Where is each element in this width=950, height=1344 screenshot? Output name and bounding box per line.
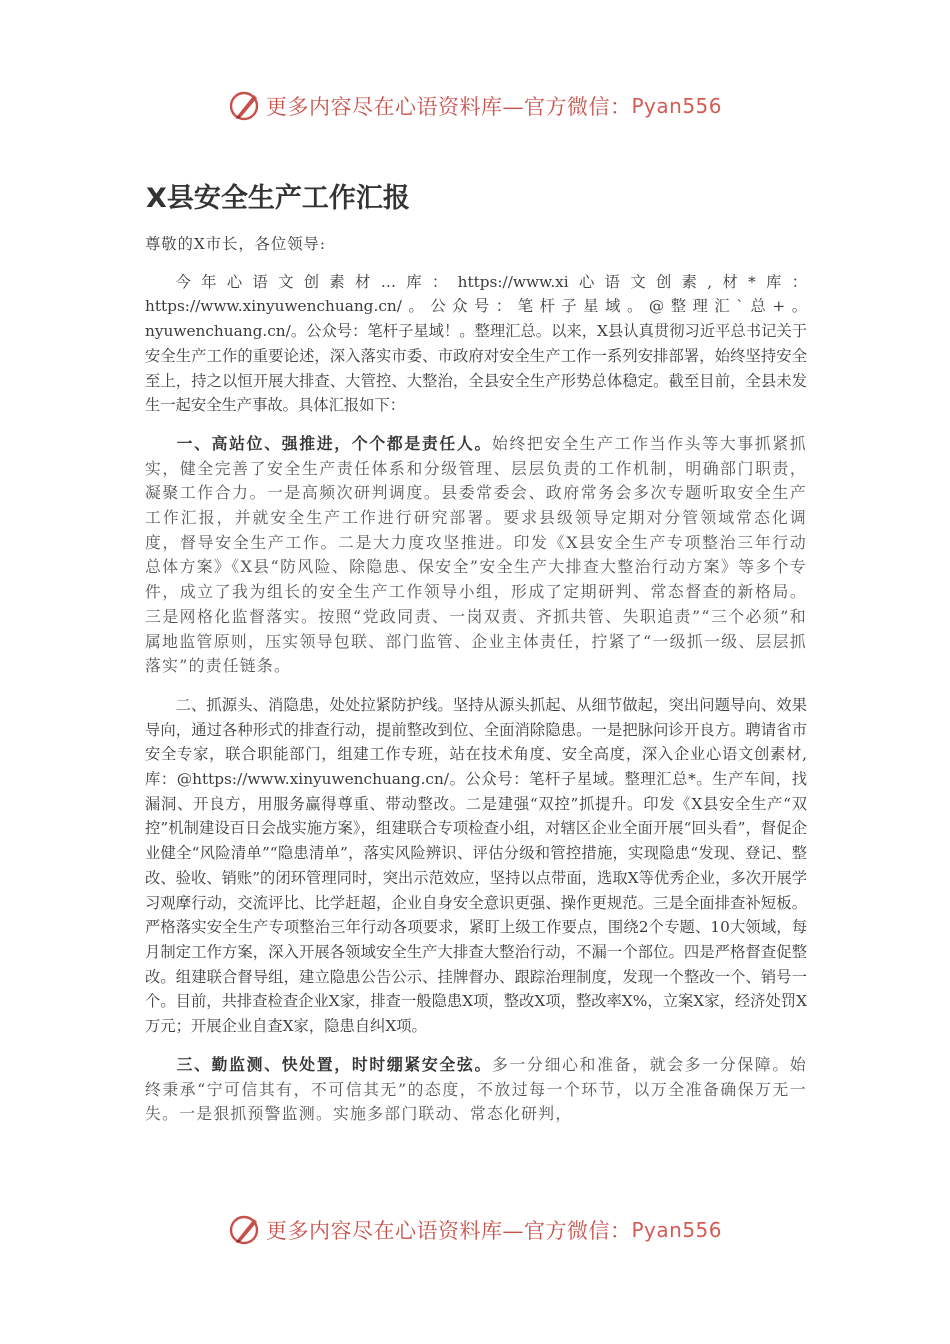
paragraph-text: 多一分细心和准备，就会多一分保障。始终秉承“宁可信其有，不可信其无”的态度，不放过每一个环节，以万全准备确保万无一失。一是狠抓预警监测。实施多部门联动、常态化研判， (145, 1054, 807, 1124)
paragraph-section-2 (145, 693, 807, 1039)
watermark-banner-top (228, 86, 722, 126)
paragraph-text: 今年心语文创素材…库：https://www.xi心语文创素,材*库：https://www.xinyuwenchuang.cn/。公众号：笔杆子星域。@整理汇`总+。nyuwenchuang.cn/。公众号：笔杆子星域！。整理汇总。以来，X县认真贯彻习近平总书记关于安全生产工作的重要论述，深入落实市委、市政府对安全生产工作一系列安排部署，始终坚持安全至上，持之以恒开展大排查、大管控、大整治，全县安全生产形势总体稳定。截至目前，全县未发生一起安全生产事故。具体汇报如下： (145, 272, 807, 415)
watermark-banner-bottom (228, 1210, 722, 1250)
document-title: X县安全生产工作汇报 (146, 183, 410, 214)
watermark-wechat: Pyan556 (631, 94, 723, 118)
watermark-text: 更多内容尽在心语资料库—官方微信： (266, 1219, 632, 1243)
section-heading: 三、勤监测、快处置，时时绷紧安全弦。 (176, 1054, 493, 1074)
paragraph-text: 始终把安全生产工作当作头等大事抓紧抓实，健全完善了安全生产责任体系和分级管理、层层负责的工作机制，明确部门职责，凝聚工作合力。一是高频次研判调度。县委常委会、政府常务会多次专题听取安全生产工作汇报，并就安全生产工作进行研究部署。要求县级领导定期对分管领域常态化调度，督导安全生产工作。二是大力度攻坚推进。印发《X县安全生产专项整治三年行动总体方案》《X县“防风险、除隐患、保安全”安全生产大排查大整治行动方案》等多个专件，成立了我为组长的安全生产工作领导小组，形成了定期研判、常态督查的新格局。三是网格化监督落实。按照“党政同责、一岗双责、齐抓共管、失职追责”“三个必须”和属地监管原则，压实领导包联、部门监管、企业主体责任，拧紧了“一级抓一级、层层抓落实”的责任链条。 (145, 433, 807, 676)
pen-logo-icon (228, 1212, 264, 1248)
section-heading: 一、高站位、强推进，个个都是责任人。 (176, 433, 493, 453)
salutation: 尊敬的X市长，各位领导: (145, 235, 327, 253)
paragraph-section-3 (145, 1053, 807, 1127)
paragraph-intro (145, 270, 807, 418)
paragraph-section-1 (145, 432, 807, 679)
paragraph-text: 二、抓源头、消隐患，处处拉紧防护线。坚持从源头抓起、从细节做起，突出问题导向、效果导向，通过各种形式的排查行动，提前整改到位、全面消除隐患。一是把脉问诊开良方。聘请省市安全专家，联合职能部门，组建工作专班，站在技术角度、安全高度，深入企业心语文创素材,库：@https://www.xinyuwenchuang.cn/。公众号：笔杆子星域。整理汇总*。生产车间，找漏洞、开良方，用服务赢得尊重、带动整改。二是建强“双控”抓提升。印发《X县安全生产“双控”机制建设百日会战实施方案》，组建联合专项检查小组，对辖区企业全面开展“回头看”，督促企业健全“风险清单”“隐患清单”，落实风险辨识、评估分级和管控措施，实现隐患“发现、登记、整改、验收、销账”的闭环管理同时，突出示范效应，坚持以点带面，选取X等优秀企业，多次开展学习观摩行动，交流评比、比学赶超，企业自身安全意识更强、操作更规范。三是全面排查补短板。严格落实安全生产专项整治三年行动各项要求，紧盯上级工作要点，围绕2个专题、10大领域，每月制定工作方案，深入开展各领域安全生产大排查大整治行动，不漏一个部位。四是严格督查促整改。组建联合督导组，建立隐患公告公示、挂牌督办、跟踪治理制度，发现一个整改一个、销号一个。目前，共排查检查企业X家，排查一般隐患X项，整改X项，整改率X%，立案X家，经济处罚X万元；开展企业自查X家，隐患自纠X项。 (145, 695, 807, 1036)
watermark-text: 更多内容尽在心语资料库—官方微信： (266, 95, 632, 119)
pen-logo-icon (228, 88, 264, 124)
document-body (145, 232, 807, 1127)
watermark-wechat: Pyan556 (631, 1218, 723, 1242)
